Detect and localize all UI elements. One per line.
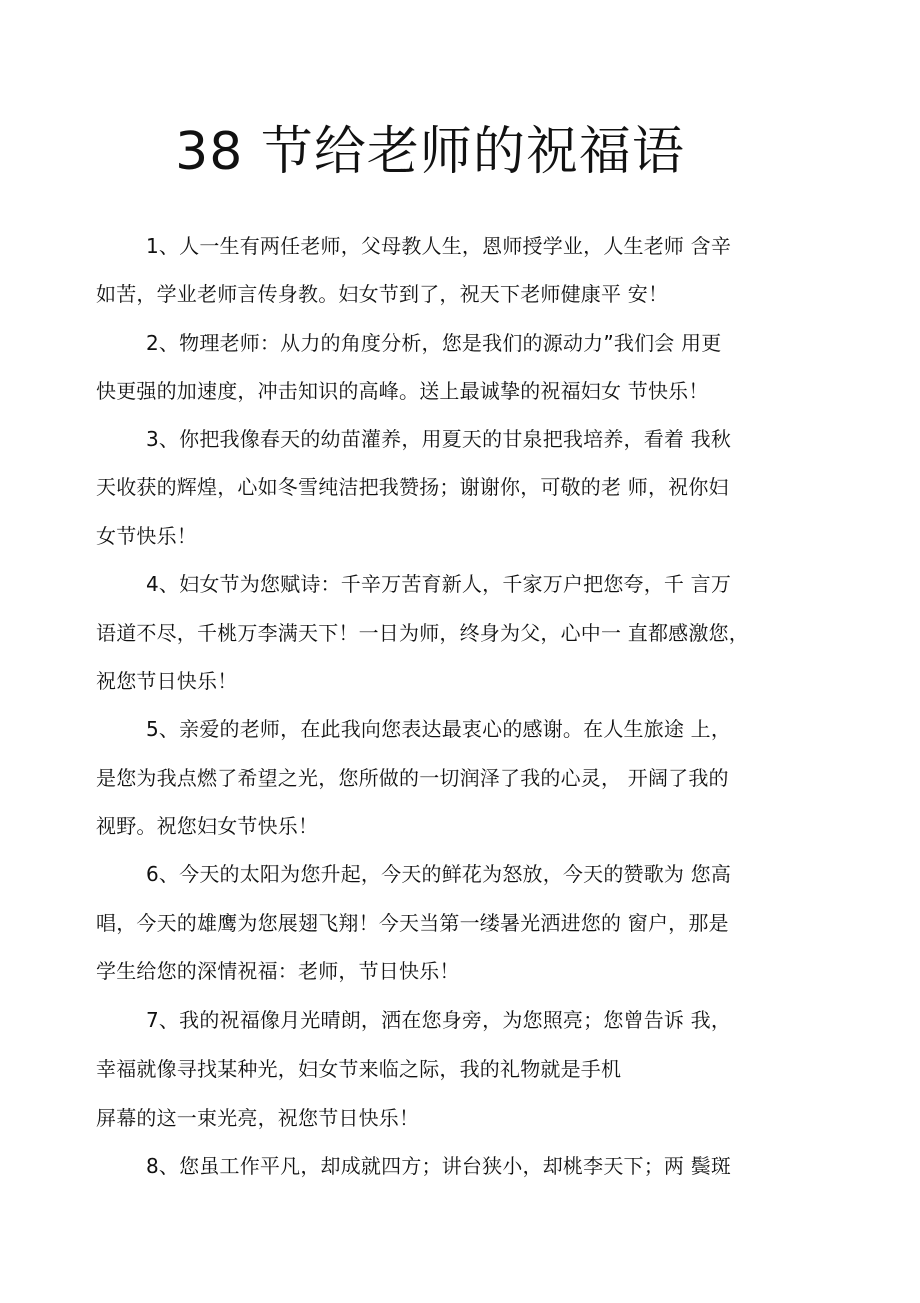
text-line: 天收获的辉煌，心如冬雪纯洁把我赞扬；谢谢你，可敬的老 师，祝你妇 — [96, 475, 729, 499]
text-line: 2、物理老师：从力的角度分析，您是我们的源动力”我们会 用更 — [146, 331, 722, 355]
text-line: 女节快乐！ — [96, 524, 197, 548]
text-line: 4、妇女节为您赋诗：千辛万苦育新人，千家万户把您夸，千 言万 — [146, 572, 732, 596]
text-line: 语道不尽，千桃万李满天下！一日为师，终身为父，心中一 直都感激您， — [96, 621, 749, 645]
text-line: 唱，今天的雄鹰为您展翅飞翔！今天当第一缕暑光洒进您的 窗户，那是 — [96, 911, 729, 935]
text-line: 祝您节日快乐！ — [96, 669, 238, 693]
text-line: 快更强的加速度，冲击知识的高峰。送上最诚挚的祝福妇女 节快乐！ — [96, 379, 709, 403]
text-line: 8、您虽工作平凡，却成就四方；讲台狭小，却桃李天下；两 鬓斑 — [146, 1154, 732, 1178]
text-line: 是您为我点燃了希望之光，您所做的一切润泽了我的心灵， 开阔了我的 — [96, 766, 729, 790]
page-title: 38 节给老师的祝福语 — [175, 122, 685, 182]
text-line: 幸福就像寻找某种光，妇女节来临之际，我的礼物就是手机 — [96, 1057, 622, 1081]
text-line: 如苦，学业老师言传身教。妇女节到了，祝天下老师健康平 安！ — [96, 282, 669, 306]
text-line: 学生给您的深情祝福：老师，节日快乐！ — [96, 959, 460, 983]
text-line: 6、今天的太阳为您升起，今天的鲜花为怒放，今天的赞歌为 您高 — [146, 862, 732, 886]
text-line: 1、人一生有两任老师，父母教人生，恩师授学业，人生老师 含辛 — [146, 234, 732, 258]
text-line: 5、亲爱的老师，在此我向您表达最衷心的感谢。在人生旅途 上， — [146, 717, 732, 741]
text-line: 7、我的祝福像月光晴朗，洒在您身旁，为您照亮；您曾告诉 我， — [146, 1008, 732, 1032]
text-line: 3、你把我像春天的幼苗灌养，用夏天的甘泉把我培养，看着 我秋 — [146, 427, 732, 451]
text-line: 视野。祝您妇女节快乐！ — [96, 814, 319, 838]
text-line: 屏幕的这一束光亮，祝您节日快乐！ — [96, 1106, 420, 1130]
